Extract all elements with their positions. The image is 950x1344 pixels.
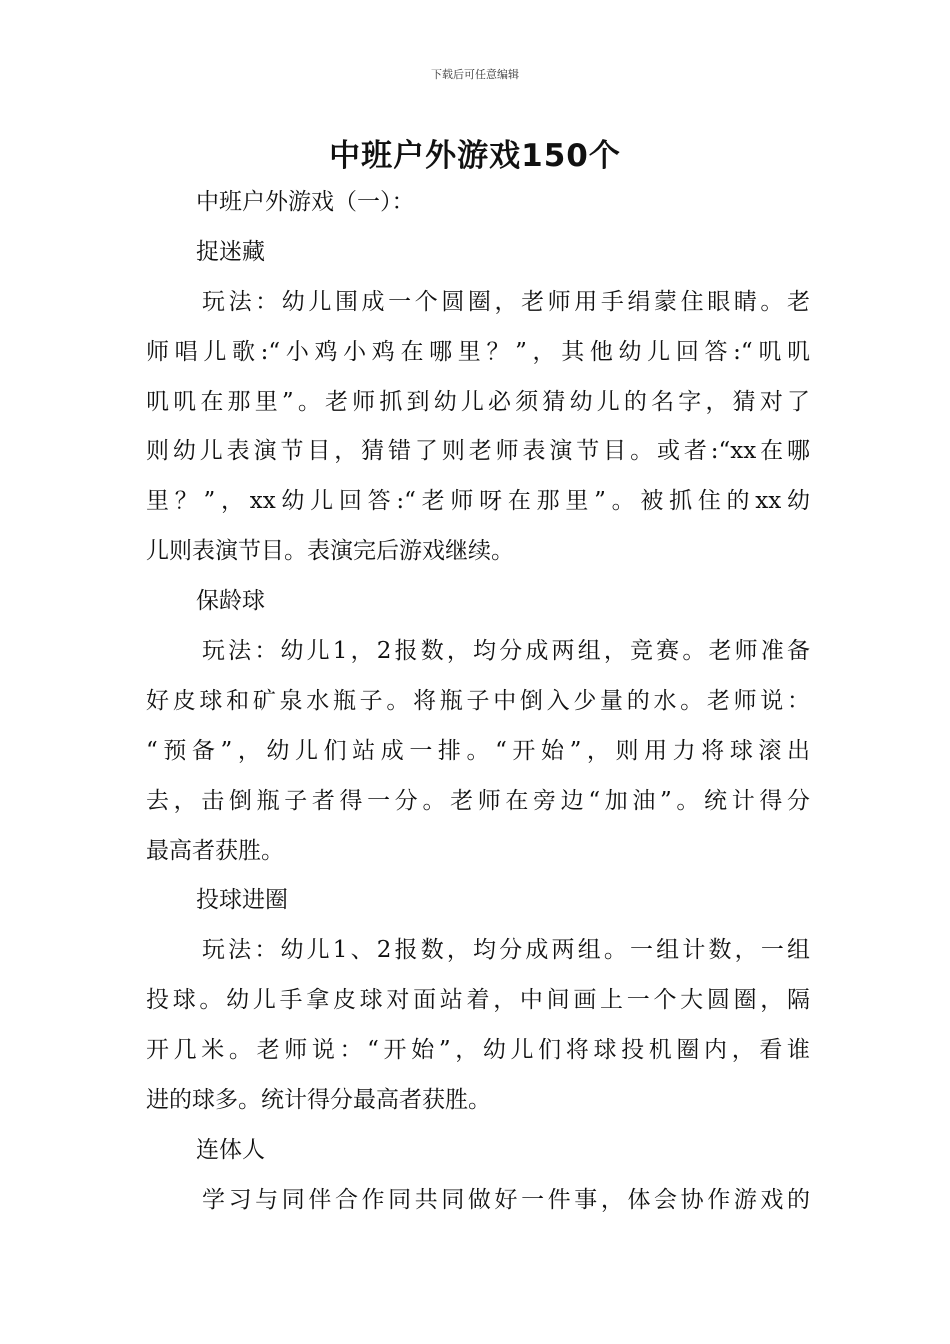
paragraph-line: 里？”，xx幼儿回答:“老师呀在那里”。被抓住的xx幼 (146, 488, 810, 515)
document-body (146, 178, 810, 1226)
paragraph-line: 进的球多。统计得分最高者获胜。 (146, 1087, 491, 1114)
document-title: 中班户外游戏150个 (329, 138, 621, 174)
paragraph-line: 玩法：幼儿1、2报数，均分成两组。一组计数，一组 (202, 937, 810, 964)
paragraph-line: 叽叽在那里”。老师抓到幼儿必须猜幼儿的名字，猜对了 (146, 388, 810, 415)
paragraph-line: 投球。幼儿手拿皮球对面站着，中间画上一个大圆圈，隔 (146, 987, 810, 1014)
paragraph-line: “预备”，幼儿们站成一排。“开始”，则用力将球滚出 (146, 737, 810, 764)
paragraph-line: 则幼儿表演节目，猜错了则老师表演节目。或者:“xx在哪 (146, 438, 810, 465)
game-heading-conjoined: 连体人 (196, 1136, 265, 1163)
section-subtitle: 中班户外游戏（一）： (196, 189, 415, 215)
paragraph-line: 学习与同伴合作同共同做好一件事，体会协作游戏的 (202, 1186, 810, 1213)
game-heading-bowling: 保龄球 (196, 588, 265, 615)
paragraph-line: 最高者获胜。 (146, 837, 284, 864)
paragraph-line: 去，击倒瓶子者得一分。老师在旁边“加油”。统计得分 (146, 787, 810, 814)
page-header: 下载后可任意编辑 (431, 68, 519, 81)
paragraph-line: 好皮球和矿泉水瓶子。将瓶子中倒入少量的水。老师说： (146, 687, 810, 714)
paragraph-line: 师唱儿歌:“小鸡小鸡在哪里？”，其他幼儿回答:“叽叽 (146, 338, 810, 365)
paragraph-line: 玩法：幼儿围成一个圆圈，老师用手绢蒙住眼睛。老 (202, 288, 810, 315)
paragraph-line: 开几米。老师说：“开始”，幼儿们将球投机圈内，看谁 (146, 1037, 810, 1064)
paragraph-line: 儿则表演节目。表演完后游戏继续。 (146, 538, 514, 565)
paragraph-line: 玩法：幼儿1，2报数，均分成两组，竞赛。老师准备 (202, 638, 810, 665)
game-heading-hide-and-seek: 捉迷藏 (196, 238, 265, 265)
game-heading-ball-toss: 投球进圈 (196, 887, 288, 914)
